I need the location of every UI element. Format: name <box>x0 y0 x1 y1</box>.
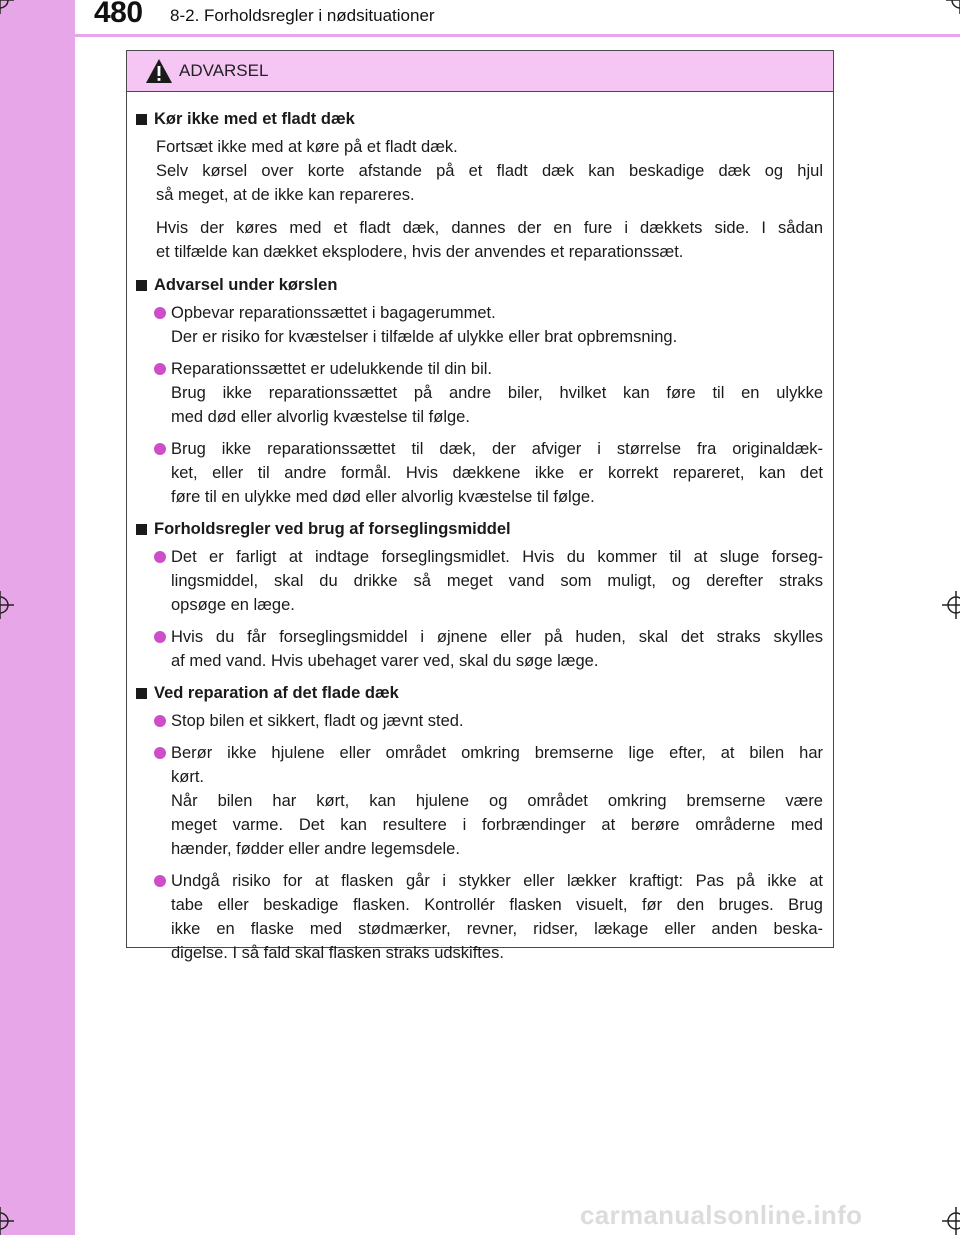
text-line: føre til en ulykke med død eller alvorlig kvæstelse til følge. <box>171 488 595 506</box>
paragraph <box>156 216 823 264</box>
text-line: Fortsæt ikke med at køre på et fladt dæk. <box>156 138 458 156</box>
text-line: Hvis der køres med et fladt dæk, dannes der en fure i dækkets side. I sådan <box>156 219 823 237</box>
text-line: Berør ikke hjulene eller området omkring bremserne lige efter, at bilen har <box>171 744 823 762</box>
section-heading-text: Ved reparation af det flade dæk <box>154 684 399 702</box>
bullet-dot-icon <box>154 363 166 375</box>
text-line: Selv kørsel over korte afstande på et fladt dæk kan beskadige dæk og hjul <box>156 162 823 180</box>
bullet-dot-icon <box>154 715 166 727</box>
square-bullet-icon <box>136 688 147 699</box>
text-line: lingsmiddel, skal du drikke så meget vand som muligt, og derefter straks <box>171 572 823 590</box>
warning-header <box>127 51 833 92</box>
crop-mark-top-right-icon <box>946 0 960 14</box>
bullet-item <box>135 301 823 349</box>
warning-box <box>126 50 834 962</box>
text-line: Undgå risiko for at flasken går i stykker eller lækker kraftigt: Pas på ikke at <box>171 872 823 890</box>
bullet-dot-icon <box>154 443 166 455</box>
section-heading <box>135 681 823 705</box>
bullet-item <box>135 437 823 509</box>
bullet-dot-icon <box>154 307 166 319</box>
header-rule <box>75 34 960 37</box>
bullet-item <box>135 625 823 673</box>
bullet-dot-icon <box>154 631 166 643</box>
text-line: Reparationssættet er udelukkende til din bil. <box>171 360 493 378</box>
section-heading-text: Kør ikke med et fladt dæk <box>154 110 355 128</box>
crop-mark-mid-right-icon <box>942 591 960 619</box>
text-line: Der er risiko for kvæstelser i tilfælde af ulykke eller brat opbremsning. <box>171 328 678 346</box>
text-line: ikke en flaske med stødmærker, revner, ridser, lækage eller anden beska- <box>171 920 823 938</box>
section-heading-text: Advarsel under kørslen <box>154 276 338 294</box>
warning-triangle-icon <box>145 58 173 84</box>
bullet-item <box>135 869 823 965</box>
bullet-item <box>135 545 823 617</box>
square-bullet-icon <box>136 524 147 535</box>
section-heading <box>135 107 823 131</box>
section-heading <box>135 273 823 297</box>
bullet-item <box>135 709 823 733</box>
paragraph <box>156 135 823 207</box>
text-line: Hvis du får forseglingsmiddel i øjnene eller på huden, skal det straks skylles <box>171 628 823 646</box>
text-line: kørt. <box>171 768 204 786</box>
warning-title: ADVARSEL <box>179 61 269 80</box>
section-heading-text: Forholdsregler ved brug af forseglingsmiddel <box>154 520 511 538</box>
text-line: Opbevar reparationssættet i bagagerummet. <box>171 304 496 322</box>
text-line: Brug ikke reparationssættet på andre biler, hvilket kan føre til en ulykke <box>171 384 823 402</box>
text-line: tabe eller beskadige flasken. Kontrollér flasken visuelt, før den bruges. Brug <box>171 896 823 914</box>
text-line: opsøge en læge. <box>171 596 295 614</box>
section-heading <box>135 517 823 541</box>
page-number: 480 <box>94 0 143 29</box>
text-line: med død eller alvorlig kvæstelse til følge. <box>171 408 470 426</box>
text-line: så meget, at de ikke kan repareres. <box>156 186 415 204</box>
text-line: meget varme. Det kan resultere i forbrændinger at berøre områderne med <box>171 816 823 834</box>
chapter-side-band <box>0 0 75 1235</box>
bullet-dot-icon <box>154 551 166 563</box>
section-title: 8-2. Forholdsregler i nødsituationer <box>170 6 435 25</box>
warning-body <box>127 92 833 965</box>
text-line: Det er farligt at indtage forseglingsmidlet. Hvis du kommer til at sluge forseg- <box>171 548 823 566</box>
text-line: digelse. I så fald skal flasken straks udskiftes. <box>171 944 504 962</box>
bullet-dot-icon <box>154 875 166 887</box>
text-line: ket, eller til andre formål. Hvis dækkene ikke er korrekt repareret, kan det <box>171 464 823 482</box>
text-line: af med vand. Hvis ubehaget varer ved, skal du søge læge. <box>171 652 599 670</box>
square-bullet-icon <box>136 114 147 125</box>
watermark: carmanualsonline.info <box>580 1200 863 1230</box>
square-bullet-icon <box>136 280 147 291</box>
bullet-dot-icon <box>154 747 166 759</box>
bullet-item <box>135 357 823 429</box>
text-line: Stop bilen et sikkert, fladt og jævnt sted. <box>171 712 464 730</box>
text-line: hænder, fødder eller andre legemsdele. <box>171 840 460 858</box>
crop-mark-bottom-right-icon <box>942 1207 960 1235</box>
text-line: Når bilen har kørt, kan hjulene og området omkring bremserne være <box>171 792 823 810</box>
bullet-item <box>135 741 823 861</box>
text-line: Brug ikke reparationssættet til dæk, der afviger i størrelse fra originaldæk- <box>171 440 823 458</box>
text-line: et tilfælde kan dækket eksplodere, hvis der anvendes et reparationssæt. <box>156 243 684 261</box>
